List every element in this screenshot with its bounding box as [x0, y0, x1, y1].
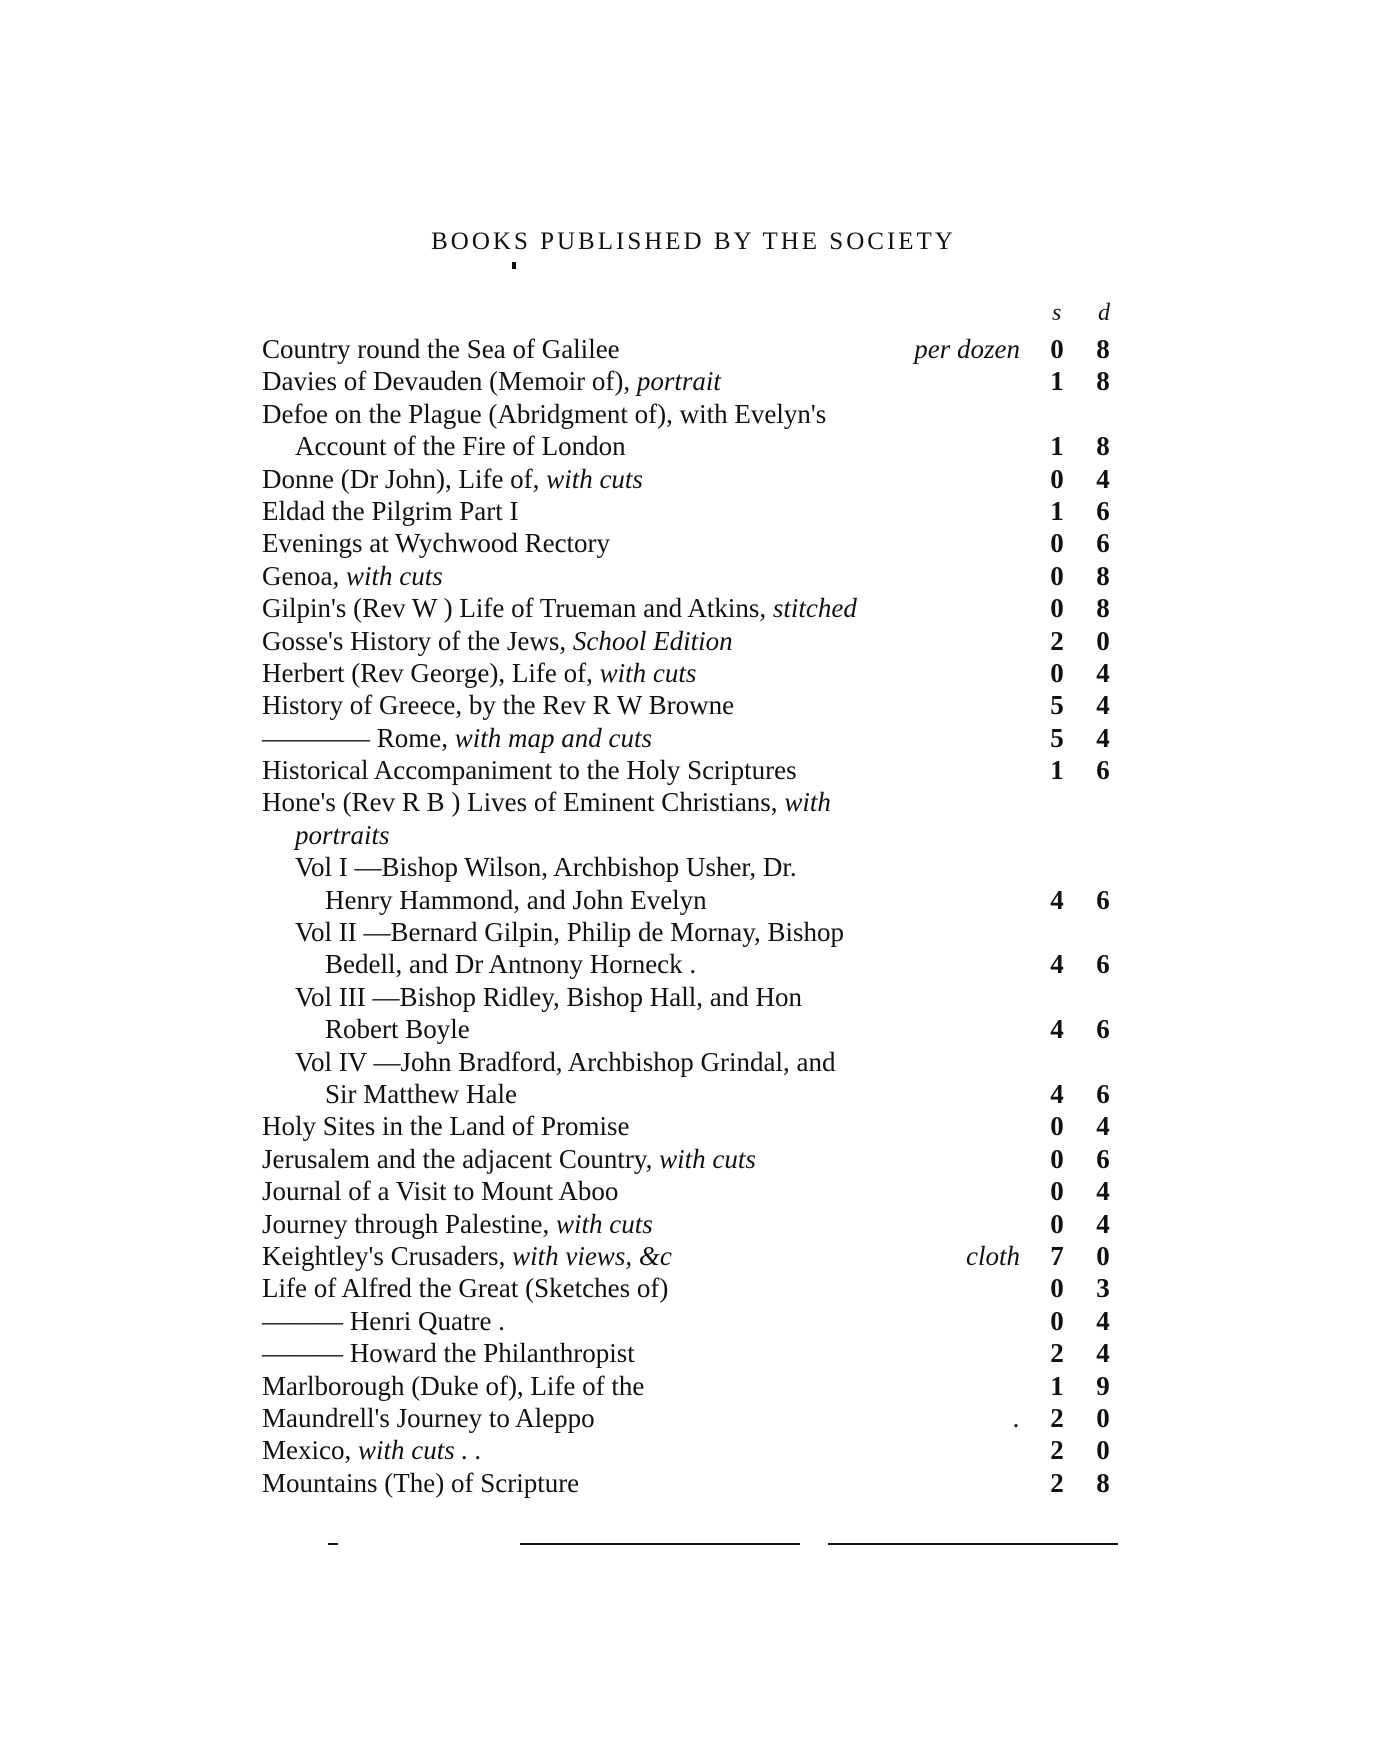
title-text: Bedell, and Dr Antnony Horneck . [325, 949, 697, 980]
list-line [0, 1467, 1387, 1499]
title-italic-note: with cuts [555, 1208, 653, 1239]
book-title [325, 884, 707, 916]
price-shillings: 0 [1050, 1208, 1064, 1239]
price-pence: 4 [1096, 657, 1110, 688]
title-text: History of Greece, by the Rev R W Browne [262, 690, 735, 721]
list-line [0, 1240, 1387, 1272]
price-shillings: 1 [1050, 495, 1064, 526]
price-shillings: 0 [1050, 593, 1064, 624]
list-line [0, 592, 1387, 624]
list-line [0, 981, 1387, 1013]
footer-rule [520, 1543, 800, 1545]
list-line [0, 1337, 1387, 1369]
list-line [0, 1175, 1387, 1207]
price-shillings: 0 [1050, 1176, 1064, 1207]
title-text: ——— Howard the Philanthropist [262, 1338, 635, 1369]
price-pence: 0 [1096, 625, 1110, 656]
book-title [262, 398, 826, 430]
binding-note: . [1013, 1402, 1020, 1433]
page-title: BOOKS PUBLISHED BY THE SOCIETY [431, 228, 956, 255]
price-pence: 8 [1096, 593, 1110, 624]
title-text: ———— Rome, [262, 722, 455, 753]
book-price-list [0, 333, 1387, 1499]
list-line [0, 527, 1387, 559]
price-pence: 4 [1096, 1111, 1110, 1142]
price-shillings: 0 [1050, 1143, 1064, 1174]
book-title [295, 981, 802, 1013]
book-title [262, 1208, 653, 1240]
list-line [0, 1078, 1387, 1110]
title-text: Donne (Dr John), Life of, [262, 463, 547, 494]
column-header-pence: d [1098, 300, 1110, 326]
title-italic-note: portrait [636, 366, 721, 397]
price-pence: 6 [1096, 1078, 1110, 1109]
book-title [262, 1175, 618, 1207]
price-shillings: 5 [1050, 690, 1064, 721]
title-text: Account of the Fire of London [295, 431, 626, 462]
price-shillings: 0 [1050, 463, 1064, 494]
book-title [262, 625, 733, 657]
list-line [0, 819, 1387, 851]
print-speck [512, 262, 516, 269]
list-line [0, 1370, 1387, 1402]
list-line [0, 495, 1387, 527]
title-text: Marlborough (Duke of), Life of the [262, 1370, 645, 1401]
price-shillings: 4 [1050, 1078, 1064, 1109]
footer-rule [828, 1543, 1118, 1545]
price-pence: 4 [1096, 722, 1110, 753]
title-text: Eldad the Pilgrim Part I [262, 495, 519, 526]
price-shillings: 2 [1050, 1467, 1064, 1498]
price-shillings: 2 [1050, 1338, 1064, 1369]
book-title [262, 722, 652, 754]
price-pence: 8 [1096, 560, 1110, 591]
list-line [0, 430, 1387, 462]
price-pence: 3 [1096, 1273, 1110, 1304]
book-title [262, 754, 797, 786]
list-line [0, 1208, 1387, 1240]
book-title [262, 1143, 756, 1175]
price-pence: 6 [1096, 755, 1110, 786]
price-shillings: 0 [1050, 1273, 1064, 1304]
title-italic-note: with cuts [659, 1143, 756, 1174]
book-title [325, 948, 696, 980]
book-title [262, 1434, 482, 1466]
book-title [295, 851, 797, 883]
book-title [262, 560, 443, 592]
list-line [0, 1305, 1387, 1337]
title-italic-note: with [784, 787, 831, 818]
title-text: Maundrell's Journey to Aleppo [262, 1402, 595, 1433]
price-pence: 8 [1096, 366, 1110, 397]
list-line [0, 948, 1387, 980]
footer-rule [328, 1543, 338, 1545]
list-line [0, 1046, 1387, 1078]
title-text: Country round the Sea of Galilee [262, 334, 620, 364]
price-shillings: 7 [1050, 1240, 1064, 1271]
book-title [325, 1013, 470, 1045]
title-text: Vol II —Bernard Gilpin, Philip de Mornay, Bishop [295, 917, 844, 948]
title-text: Gosse's History of the Jews, [262, 625, 573, 656]
title-text: Genoa, [262, 560, 346, 591]
list-line [0, 560, 1387, 592]
title-text: Vol III —Bishop Ridley, Bishop Hall, and Hon [295, 981, 802, 1012]
list-line [0, 851, 1387, 883]
price-pence: 0 [1096, 1240, 1110, 1271]
book-title [325, 1078, 517, 1110]
title-italic-note: School Edition [572, 625, 733, 656]
list-line [0, 689, 1387, 721]
book-title [262, 1370, 644, 1402]
price-pence: 4 [1096, 690, 1110, 721]
list-line [0, 1272, 1387, 1304]
list-line [0, 1402, 1387, 1434]
price-pence: 4 [1096, 1176, 1110, 1207]
price-pence: 6 [1096, 495, 1110, 526]
price-shillings: 1 [1050, 1370, 1064, 1401]
title-text: Herbert (Rev George), Life of, [262, 657, 600, 688]
price-shillings: 0 [1050, 1111, 1064, 1142]
book-title [262, 657, 696, 689]
title-text: Hone's (Rev R B ) Lives of Eminent Christians, [262, 787, 785, 818]
price-shillings: 0 [1050, 334, 1064, 364]
book-title [262, 1110, 629, 1142]
price-pence: 6 [1096, 1014, 1110, 1045]
title-text: Gilpin's (Rev W ) Life of Trueman and Atkins, [262, 593, 773, 624]
book-title [262, 1467, 579, 1499]
title-text: Defoe on the Plague (Abridgment of), with Evelyn's [262, 398, 827, 429]
price-pence: 4 [1096, 1305, 1110, 1336]
binding-note: per dozen [914, 334, 1020, 364]
book-title [262, 1240, 672, 1272]
list-line [0, 463, 1387, 495]
title-text: Vol I —Bishop Wilson, Archbishop Usher, Dr. [295, 852, 797, 883]
price-pence: 4 [1096, 1338, 1110, 1369]
title-italic-note: with cuts [546, 463, 643, 494]
price-shillings: 1 [1050, 755, 1064, 786]
list-line [0, 365, 1387, 397]
price-pence: 0 [1096, 1435, 1110, 1466]
book-title [262, 463, 643, 495]
title-text: Sir Matthew Hale [325, 1078, 517, 1109]
book-title [262, 592, 857, 624]
title-italic-note: with cuts [599, 657, 697, 688]
list-line [0, 1434, 1387, 1466]
book-title [262, 1272, 668, 1304]
price-shillings: 0 [1050, 657, 1064, 688]
price-pence: 0 [1096, 1402, 1110, 1433]
book-title [262, 1305, 505, 1337]
price-shillings: 2 [1050, 1435, 1064, 1466]
price-shillings: 0 [1050, 528, 1064, 559]
list-line [0, 916, 1387, 948]
book-title [262, 786, 831, 818]
list-line [0, 786, 1387, 818]
list-line [0, 398, 1387, 430]
title-text: Henry Hammond, and John Evelyn [325, 884, 707, 915]
title-text: Journal of a Visit to Mount Aboo [262, 1176, 619, 1207]
book-title [262, 527, 610, 559]
list-line [0, 884, 1387, 916]
book-title [262, 1402, 595, 1434]
title-text: Vol IV —John Bradford, Archbishop Grindal, and [295, 1046, 836, 1077]
title-text: Life of Alfred the Great (Sketches of) [262, 1273, 669, 1304]
title-text: Holy Sites in the Land of Promise [262, 1111, 630, 1142]
title-text: Mexico, [262, 1435, 358, 1466]
column-header-shillings: s [1052, 300, 1062, 326]
price-shillings: 4 [1050, 1014, 1064, 1045]
list-line [0, 1110, 1387, 1142]
price-pence: 8 [1096, 1467, 1110, 1498]
title-italic-note: stitched [772, 593, 857, 624]
title-italic-note: with map and cuts [454, 722, 653, 753]
title-text: ——— Henri Quatre . [262, 1305, 505, 1336]
list-line [0, 754, 1387, 786]
title-text: Evenings at Wychwood Rectory [262, 528, 611, 559]
price-shillings: 2 [1050, 1402, 1064, 1433]
title-text: Historical Accompaniment to the Holy Scriptures [262, 755, 797, 786]
title-italic-note: with views, &c [512, 1240, 672, 1271]
price-shillings: 1 [1050, 431, 1064, 462]
title-italic-note: with cuts . . [357, 1435, 482, 1466]
price-shillings: 2 [1050, 625, 1064, 656]
price-pence: 6 [1096, 949, 1110, 980]
price-shillings: 5 [1050, 722, 1064, 753]
title-text: Journey through Palestine, [262, 1208, 556, 1239]
title-text: Mountains (The) of Scripture [262, 1467, 580, 1498]
price-pence: 4 [1096, 1208, 1110, 1239]
price-shillings: 4 [1050, 884, 1064, 915]
list-line [0, 333, 1387, 365]
book-title [295, 430, 626, 462]
book-title [262, 333, 620, 365]
title-italic-note: portraits [295, 819, 390, 850]
title-italic-note: with cuts [345, 560, 443, 591]
price-pence: 9 [1096, 1370, 1110, 1401]
book-title [262, 495, 518, 527]
list-line [0, 625, 1387, 657]
book-title [295, 819, 390, 851]
book-title [262, 1337, 635, 1369]
binding-note: cloth [966, 1240, 1020, 1271]
price-shillings: 0 [1050, 560, 1064, 591]
book-title [262, 365, 721, 397]
price-pence: 6 [1096, 884, 1110, 915]
price-pence: 6 [1096, 1143, 1110, 1174]
price-shillings: 0 [1050, 1305, 1064, 1336]
price-shillings: 1 [1050, 366, 1064, 397]
book-title [262, 689, 734, 721]
list-line [0, 1013, 1387, 1045]
price-pence: 8 [1096, 334, 1110, 364]
book-title [295, 1046, 835, 1078]
list-line [0, 1143, 1387, 1175]
title-text: Jerusalem and the adjacent Country, [262, 1143, 660, 1174]
price-pence: 6 [1096, 528, 1110, 559]
title-text: Keightley's Crusaders, [262, 1240, 513, 1271]
title-text: Robert Boyle [325, 1014, 470, 1045]
list-line [0, 722, 1387, 754]
title-text: Davies of Devauden (Memoir of), [262, 366, 637, 397]
price-pence: 8 [1096, 431, 1110, 462]
book-title [295, 916, 844, 948]
price-pence: 4 [1096, 463, 1110, 494]
price-shillings: 4 [1050, 949, 1064, 980]
list-line [0, 657, 1387, 689]
